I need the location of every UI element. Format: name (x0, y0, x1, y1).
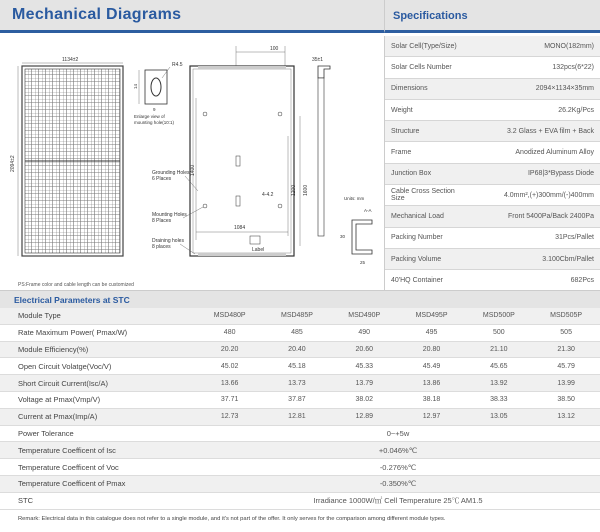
spec-label: Solar Cells Number (391, 63, 452, 71)
spec-label: Mechanical Load (391, 213, 444, 221)
electrical-cell: 38.50 (557, 396, 575, 404)
spec-value: 682Pcs (570, 276, 594, 284)
electrical-cell: 20.20 (220, 345, 239, 353)
customization-note: PS:Frame color and cable length can be customized (18, 282, 134, 288)
spec-value: IP68|3*Bypass Diode (527, 170, 594, 178)
svg-text:A-A: A-A (364, 208, 372, 213)
spec-label: 40'HQ Container (391, 276, 443, 284)
spec-value: 3.2 Glass + EVA film + Back (506, 127, 594, 135)
electrical-cell: MSD490P (348, 312, 381, 320)
frame-section-view (312, 57, 372, 265)
electrical-row-label: Power Tolerance (18, 428, 74, 438)
electrical-row (0, 493, 600, 510)
electrical-cell: 38.02 (355, 396, 373, 404)
spec-row (385, 185, 600, 206)
electrical-span-value: +0.046%℃ (378, 445, 418, 455)
spec-row (385, 36, 600, 57)
mechanical-title: Mechanical Diagrams (12, 6, 182, 23)
electrical-cell: 45.02 (220, 362, 239, 370)
spec-label: Dimensions (391, 85, 428, 93)
spec-label: Cable Cross Section Size (391, 188, 455, 203)
electrical-cell: 21.10 (490, 345, 508, 353)
spec-row (385, 57, 600, 78)
spec-row (385, 270, 600, 291)
electrical-row-label: STC (18, 496, 33, 506)
electrical-cell: 20.80 (422, 345, 441, 353)
electrical-cell: 13.05 (490, 413, 508, 421)
electrical-cell: 485 (291, 329, 303, 337)
electrical-row (0, 459, 600, 476)
svg-text:14: 14 (133, 83, 138, 89)
electrical-cell: 38.18 (422, 396, 441, 404)
svg-text:1600: 1600 (303, 184, 309, 196)
electrical-header (0, 290, 600, 308)
electrical-cell: 13.66 (220, 379, 239, 387)
spec-row (385, 79, 600, 100)
electrical-row-label: Temperature Coefficent of Voc (18, 462, 119, 472)
electrical-cell: MSD485P (280, 312, 313, 320)
electrical-row (0, 476, 600, 493)
spec-value: 3.100Cbm/Pallet (542, 255, 594, 263)
svg-text:35±1: 35±1 (312, 57, 324, 63)
spec-label: Packing Number (391, 234, 443, 242)
electrical-cell: MSD500P (482, 312, 515, 320)
spec-label: Structure (391, 127, 420, 135)
electrical-cell: 20.60 (355, 345, 373, 353)
electrical-row (0, 409, 600, 426)
electrical-cell: 45.49 (422, 362, 441, 370)
electrical-cell: 13.79 (355, 379, 373, 387)
spec-row (385, 142, 600, 163)
grounding-holes-label: Grounding Holes 6 Places (152, 170, 190, 182)
electrical-cell: 21.30 (557, 345, 575, 353)
spec-label: Solar Cell(Type/Size) (391, 42, 457, 50)
electrical-row-label: Short Circuit Current(Isc/A) (18, 378, 109, 388)
enlarge-view-label: Enlarge view of mounting hole(10:1) (134, 114, 175, 125)
units-label: Units: mm (344, 196, 365, 201)
svg-text:100: 100 (270, 46, 279, 52)
mounting-hole-detail (133, 62, 183, 125)
spec-row (385, 206, 600, 227)
electrical-row-label: Voltage at Pmax(Vmp/V) (18, 395, 101, 405)
remark-text: Remark: Electrical data in this catalogue does not refer to a single module, and it's not part of the offer. It only serves for the comparison among different module types. (18, 516, 446, 522)
electrical-row (0, 442, 600, 459)
svg-text:30: 30 (340, 234, 346, 239)
electrical-table (0, 308, 600, 510)
radius-dimension: R4.5 (172, 62, 183, 68)
electrical-cell: 13.73 (288, 379, 306, 387)
electrical-span-value: Irradiance 1000W/㎡ Cell Temperature 25℃ AM1.5 (313, 496, 483, 506)
spec-row (385, 249, 600, 270)
spec-value: 2094×1134×35mm (535, 85, 594, 93)
spec-label: Junction Box (391, 170, 432, 178)
spec-label: Weight (391, 106, 413, 114)
electrical-cell: 13.12 (557, 413, 575, 421)
mechanical-diagram (0, 36, 384, 286)
electrical-row-label: Module Efficiency(%) (18, 344, 89, 354)
spec-row (385, 164, 600, 185)
spec-row (385, 100, 600, 121)
electrical-cell: 505 (560, 329, 572, 337)
svg-text:4-4.2: 4-4.2 (262, 192, 274, 198)
electrical-row (0, 375, 600, 392)
spec-value: Front 5400Pa/Back 2400Pa (507, 213, 594, 221)
electrical-row (0, 426, 600, 443)
spec-label: Frame (391, 149, 412, 157)
height-dimension: 2094±2 (10, 155, 16, 172)
electrical-span-value: -0.276%℃ (379, 462, 417, 472)
electrical-cell: 37.87 (288, 396, 306, 404)
electrical-row-label: Module Type (18, 311, 61, 321)
spec-value: MONO(182mm) (544, 42, 594, 50)
electrical-cell: 38.33 (490, 396, 508, 404)
electrical-cell: 12.73 (220, 413, 239, 421)
electrical-row-label: Open Circuit Volatge(Voc/V) (18, 361, 112, 371)
electrical-cell: 12.81 (288, 413, 306, 421)
svg-text:1200: 1200 (291, 184, 297, 196)
electrical-row-label: Current at Pmax(Imp/A) (18, 412, 98, 422)
electrical-row-label: Temperature Coefficent of Pmax (18, 479, 126, 489)
electrical-span-value: 0~+5w (386, 428, 410, 438)
panel-front-view (22, 66, 123, 256)
spec-value: 31Pcs/Pallet (555, 234, 594, 242)
electrical-cell: 13.99 (557, 379, 575, 387)
electrical-cell: 12.97 (422, 413, 441, 421)
specifications-title: Specifications (393, 10, 468, 22)
electrical-cell: 12.89 (355, 413, 373, 421)
electrical-span-value: -0.350%℃ (379, 479, 417, 489)
electrical-header-row (0, 308, 600, 325)
spec-row (385, 228, 600, 249)
mounting-holes-label: Mounting Holes 8 Places (152, 212, 187, 224)
label-box: Label (252, 247, 265, 253)
electrical-cell: 500 (492, 329, 505, 337)
electrical-cell: 495 (425, 329, 438, 337)
spec-label: Packing Volume (391, 255, 442, 263)
electrical-cell: 20.40 (288, 345, 306, 353)
electrical-cell: MSD495P (415, 312, 448, 320)
electrical-row-label: Temperature Coefficent of Isc (18, 445, 116, 455)
svg-text:9: 9 (153, 107, 156, 112)
electrical-cell: 45.18 (288, 362, 306, 370)
electrical-cell: 13.86 (422, 379, 441, 387)
electrical-cell: 480 (223, 329, 236, 337)
electrical-row (0, 342, 600, 359)
panel-back-view (190, 46, 309, 256)
spec-value: 132pcs(6*22) (552, 63, 594, 71)
spec-value: 26.2Kg/Pcs (558, 106, 594, 114)
spec-row (385, 121, 600, 142)
spec-value: 4.0mm²,(+)300mm/(-)400mm (503, 191, 594, 199)
electrical-row (0, 392, 600, 409)
width-dimension: 1134±2 (62, 57, 79, 63)
electrical-row (0, 325, 600, 342)
electrical-row-label: Rate Maximum Power( Pmax/W) (18, 328, 128, 338)
spec-value: Anodized Aluminum Alloy (515, 149, 594, 157)
electrical-title: Electrical Parameters at STC (14, 295, 130, 305)
svg-text:25: 25 (360, 260, 366, 265)
svg-text:1084: 1084 (234, 225, 246, 231)
specifications-header (384, 0, 600, 33)
electrical-cell: MSD505P (550, 312, 583, 320)
electrical-row (0, 358, 600, 375)
electrical-cell: 45.79 (557, 362, 575, 370)
svg-text:1400: 1400 (190, 164, 196, 176)
electrical-cell: MSD480P (213, 312, 246, 320)
mechanical-header (0, 0, 384, 33)
electrical-cell: 490 (358, 329, 371, 337)
electrical-cell: 45.65 (490, 362, 508, 370)
electrical-cell: 13.92 (490, 379, 508, 387)
specifications-table (384, 36, 600, 292)
draining-holes-label: Draining holes 8 places (152, 238, 184, 250)
electrical-cell: 37.71 (220, 396, 239, 404)
electrical-cell: 45.33 (355, 362, 373, 370)
